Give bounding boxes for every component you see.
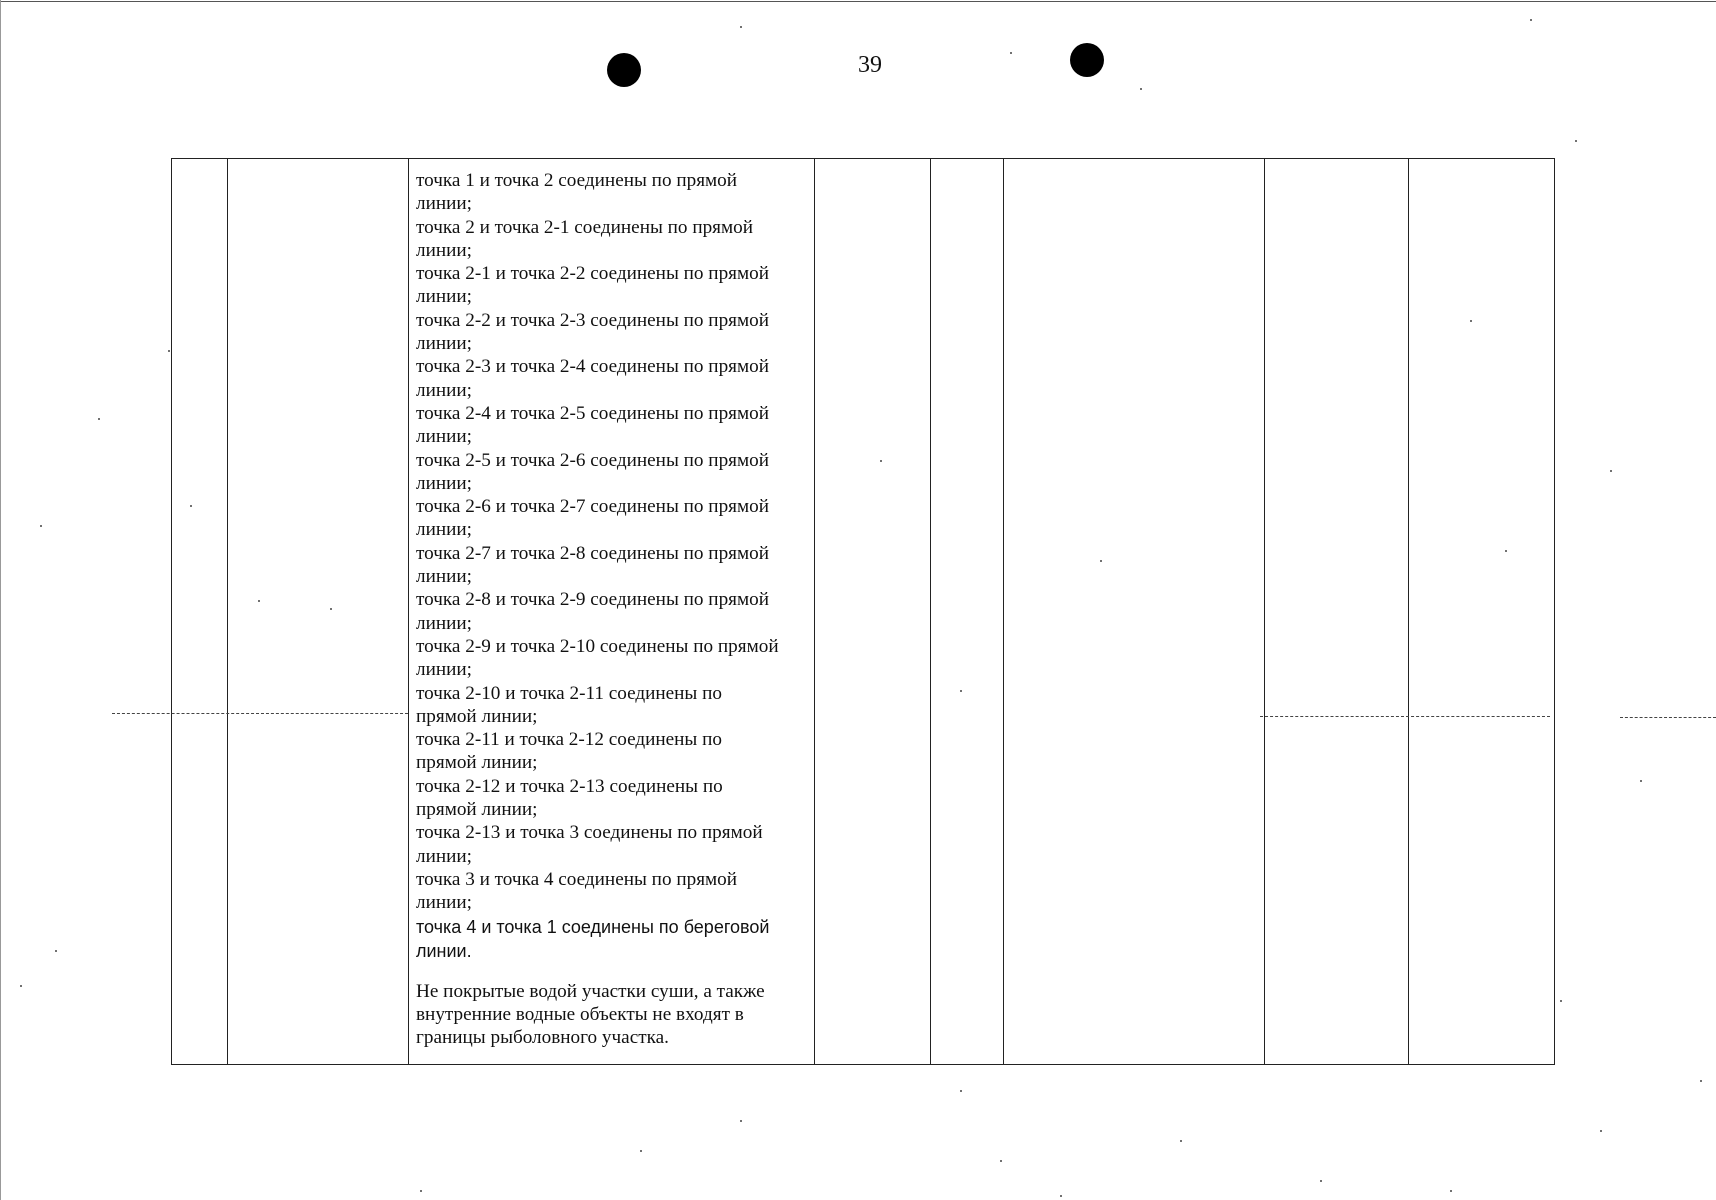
exclusion-note bbox=[416, 980, 806, 1050]
text-line: точка 2-2 и точка 2-3 соединены по прямой bbox=[416, 309, 769, 331]
scan-speck bbox=[1060, 1195, 1062, 1197]
scan-speck bbox=[1470, 320, 1472, 322]
text-line: прямой линии; bbox=[416, 799, 538, 821]
scan-speck bbox=[1100, 560, 1102, 562]
text-line: линии; bbox=[416, 519, 472, 541]
scan-speck bbox=[1505, 550, 1507, 552]
scan-speck bbox=[740, 26, 742, 28]
text-line: линии; bbox=[416, 193, 472, 215]
table-cell-empty-7 bbox=[1265, 159, 1409, 1065]
text-line: линии; bbox=[416, 892, 472, 914]
boundary-point-list bbox=[416, 169, 806, 915]
text-line: линии; bbox=[416, 333, 472, 355]
text-line: точка 2-13 и точка 3 соединены по прямой bbox=[416, 822, 763, 844]
page-number: 39 bbox=[858, 52, 882, 78]
scan-speck bbox=[1700, 1080, 1702, 1082]
text-line: точка 2-6 и точка 2-7 соединены по прямой bbox=[416, 496, 769, 518]
scan-speck bbox=[1180, 1140, 1182, 1142]
text-line: точка 2-9 и точка 2-10 соединены по прямой bbox=[416, 635, 779, 657]
table-cell-number bbox=[172, 159, 228, 1065]
boundary-table bbox=[171, 158, 1555, 1065]
scan-fold-line bbox=[1620, 717, 1716, 718]
scan-speck bbox=[98, 418, 100, 420]
scan-speck bbox=[1640, 780, 1642, 782]
table-cell-empty-5 bbox=[931, 159, 1004, 1065]
scan-speck bbox=[1600, 1130, 1602, 1132]
punch-hole-left bbox=[607, 53, 641, 87]
text-line: линии; bbox=[416, 612, 472, 634]
table-cell-name bbox=[228, 159, 409, 1065]
text-line: точка 1 и точка 2 соединены по прямой bbox=[416, 170, 738, 191]
scan-speck bbox=[55, 950, 57, 952]
scan-speck bbox=[420, 1190, 422, 1192]
text-line: границы рыболовного участка. bbox=[416, 1027, 669, 1049]
text-line: точка 3 и точка 4 соединены по прямой bbox=[416, 868, 738, 890]
scan-speck bbox=[960, 1090, 962, 1092]
scan-speck bbox=[20, 985, 22, 987]
scan-speck bbox=[190, 505, 192, 507]
text-line: внутренние водные объекты не входят в bbox=[416, 1003, 744, 1025]
scan-speck bbox=[1140, 88, 1142, 90]
text-line: точка 2-8 и точка 2-9 соединены по прямой bbox=[416, 589, 769, 611]
text-line: линии; bbox=[416, 379, 472, 401]
text-line: точка 2-5 и точка 2-6 соединены по прямой bbox=[416, 449, 769, 471]
scan-speck bbox=[1000, 1160, 1002, 1162]
table-cell-empty-4 bbox=[815, 159, 931, 1065]
text-line: точка 2-7 и точка 2-8 соединены по прямой bbox=[416, 542, 769, 564]
text-line: точка 4 и точка 1 соединены по береговой bbox=[416, 916, 770, 937]
scan-speck bbox=[960, 690, 962, 692]
scan-speck bbox=[40, 525, 42, 527]
text-line: линии; bbox=[416, 566, 472, 588]
text-line: линии; bbox=[416, 286, 472, 308]
scan-speck bbox=[1560, 1000, 1562, 1002]
text-line: линии; bbox=[416, 426, 472, 448]
scan-speck bbox=[640, 1150, 642, 1152]
text-line: точка 2-10 и точка 2-11 соединены по bbox=[416, 682, 722, 704]
scan-speck bbox=[1610, 470, 1612, 472]
scan-speck bbox=[258, 600, 260, 602]
text-line: точка 2-11 и точка 2-12 соединены по bbox=[416, 729, 722, 751]
text-line: линии; bbox=[416, 845, 472, 867]
text-line: точка 2-3 и точка 2-4 соединены по прямой bbox=[416, 356, 769, 378]
scan-speck bbox=[1530, 19, 1532, 21]
text-line: линии; bbox=[416, 659, 472, 681]
scan-fold-line bbox=[112, 713, 408, 714]
table-row bbox=[172, 159, 1555, 1065]
punch-hole-right bbox=[1070, 43, 1104, 77]
text-line: прямой линии; bbox=[416, 705, 538, 727]
page-edge-left bbox=[0, 0, 1, 1200]
scan-speck bbox=[1575, 140, 1577, 142]
text-line: точка 2 и точка 2-1 соединены по прямой bbox=[416, 216, 754, 238]
text-line: точка 2-12 и точка 2-13 соединены по bbox=[416, 775, 723, 797]
text-line: линии; bbox=[416, 472, 472, 494]
text-line: Не покрытые водой участки суши, а также bbox=[416, 980, 765, 1002]
text-line: точка 2-4 и точка 2-5 соединены по прямой bbox=[416, 402, 769, 424]
text-line: линии. bbox=[416, 941, 472, 961]
scan-speck bbox=[740, 1120, 742, 1122]
table-cell-empty-8 bbox=[1409, 159, 1555, 1065]
table-cell-boundary-description bbox=[409, 159, 815, 1065]
table-cell-empty-6 bbox=[1004, 159, 1265, 1065]
page-edge-top bbox=[0, 1, 1716, 2]
shoreline-connection bbox=[416, 915, 806, 964]
scan-speck bbox=[1320, 1180, 1322, 1182]
scan-speck bbox=[880, 460, 882, 462]
text-line: прямой линии; bbox=[416, 752, 538, 774]
scan-speck bbox=[1450, 1190, 1452, 1192]
text-line: линии; bbox=[416, 239, 472, 261]
scan-speck bbox=[168, 350, 170, 352]
scan-speck bbox=[1010, 52, 1012, 54]
scan-fold-line bbox=[1260, 716, 1550, 717]
text-line: точка 2-1 и точка 2-2 соединены по прямой bbox=[416, 263, 769, 285]
scan-speck bbox=[330, 608, 332, 610]
